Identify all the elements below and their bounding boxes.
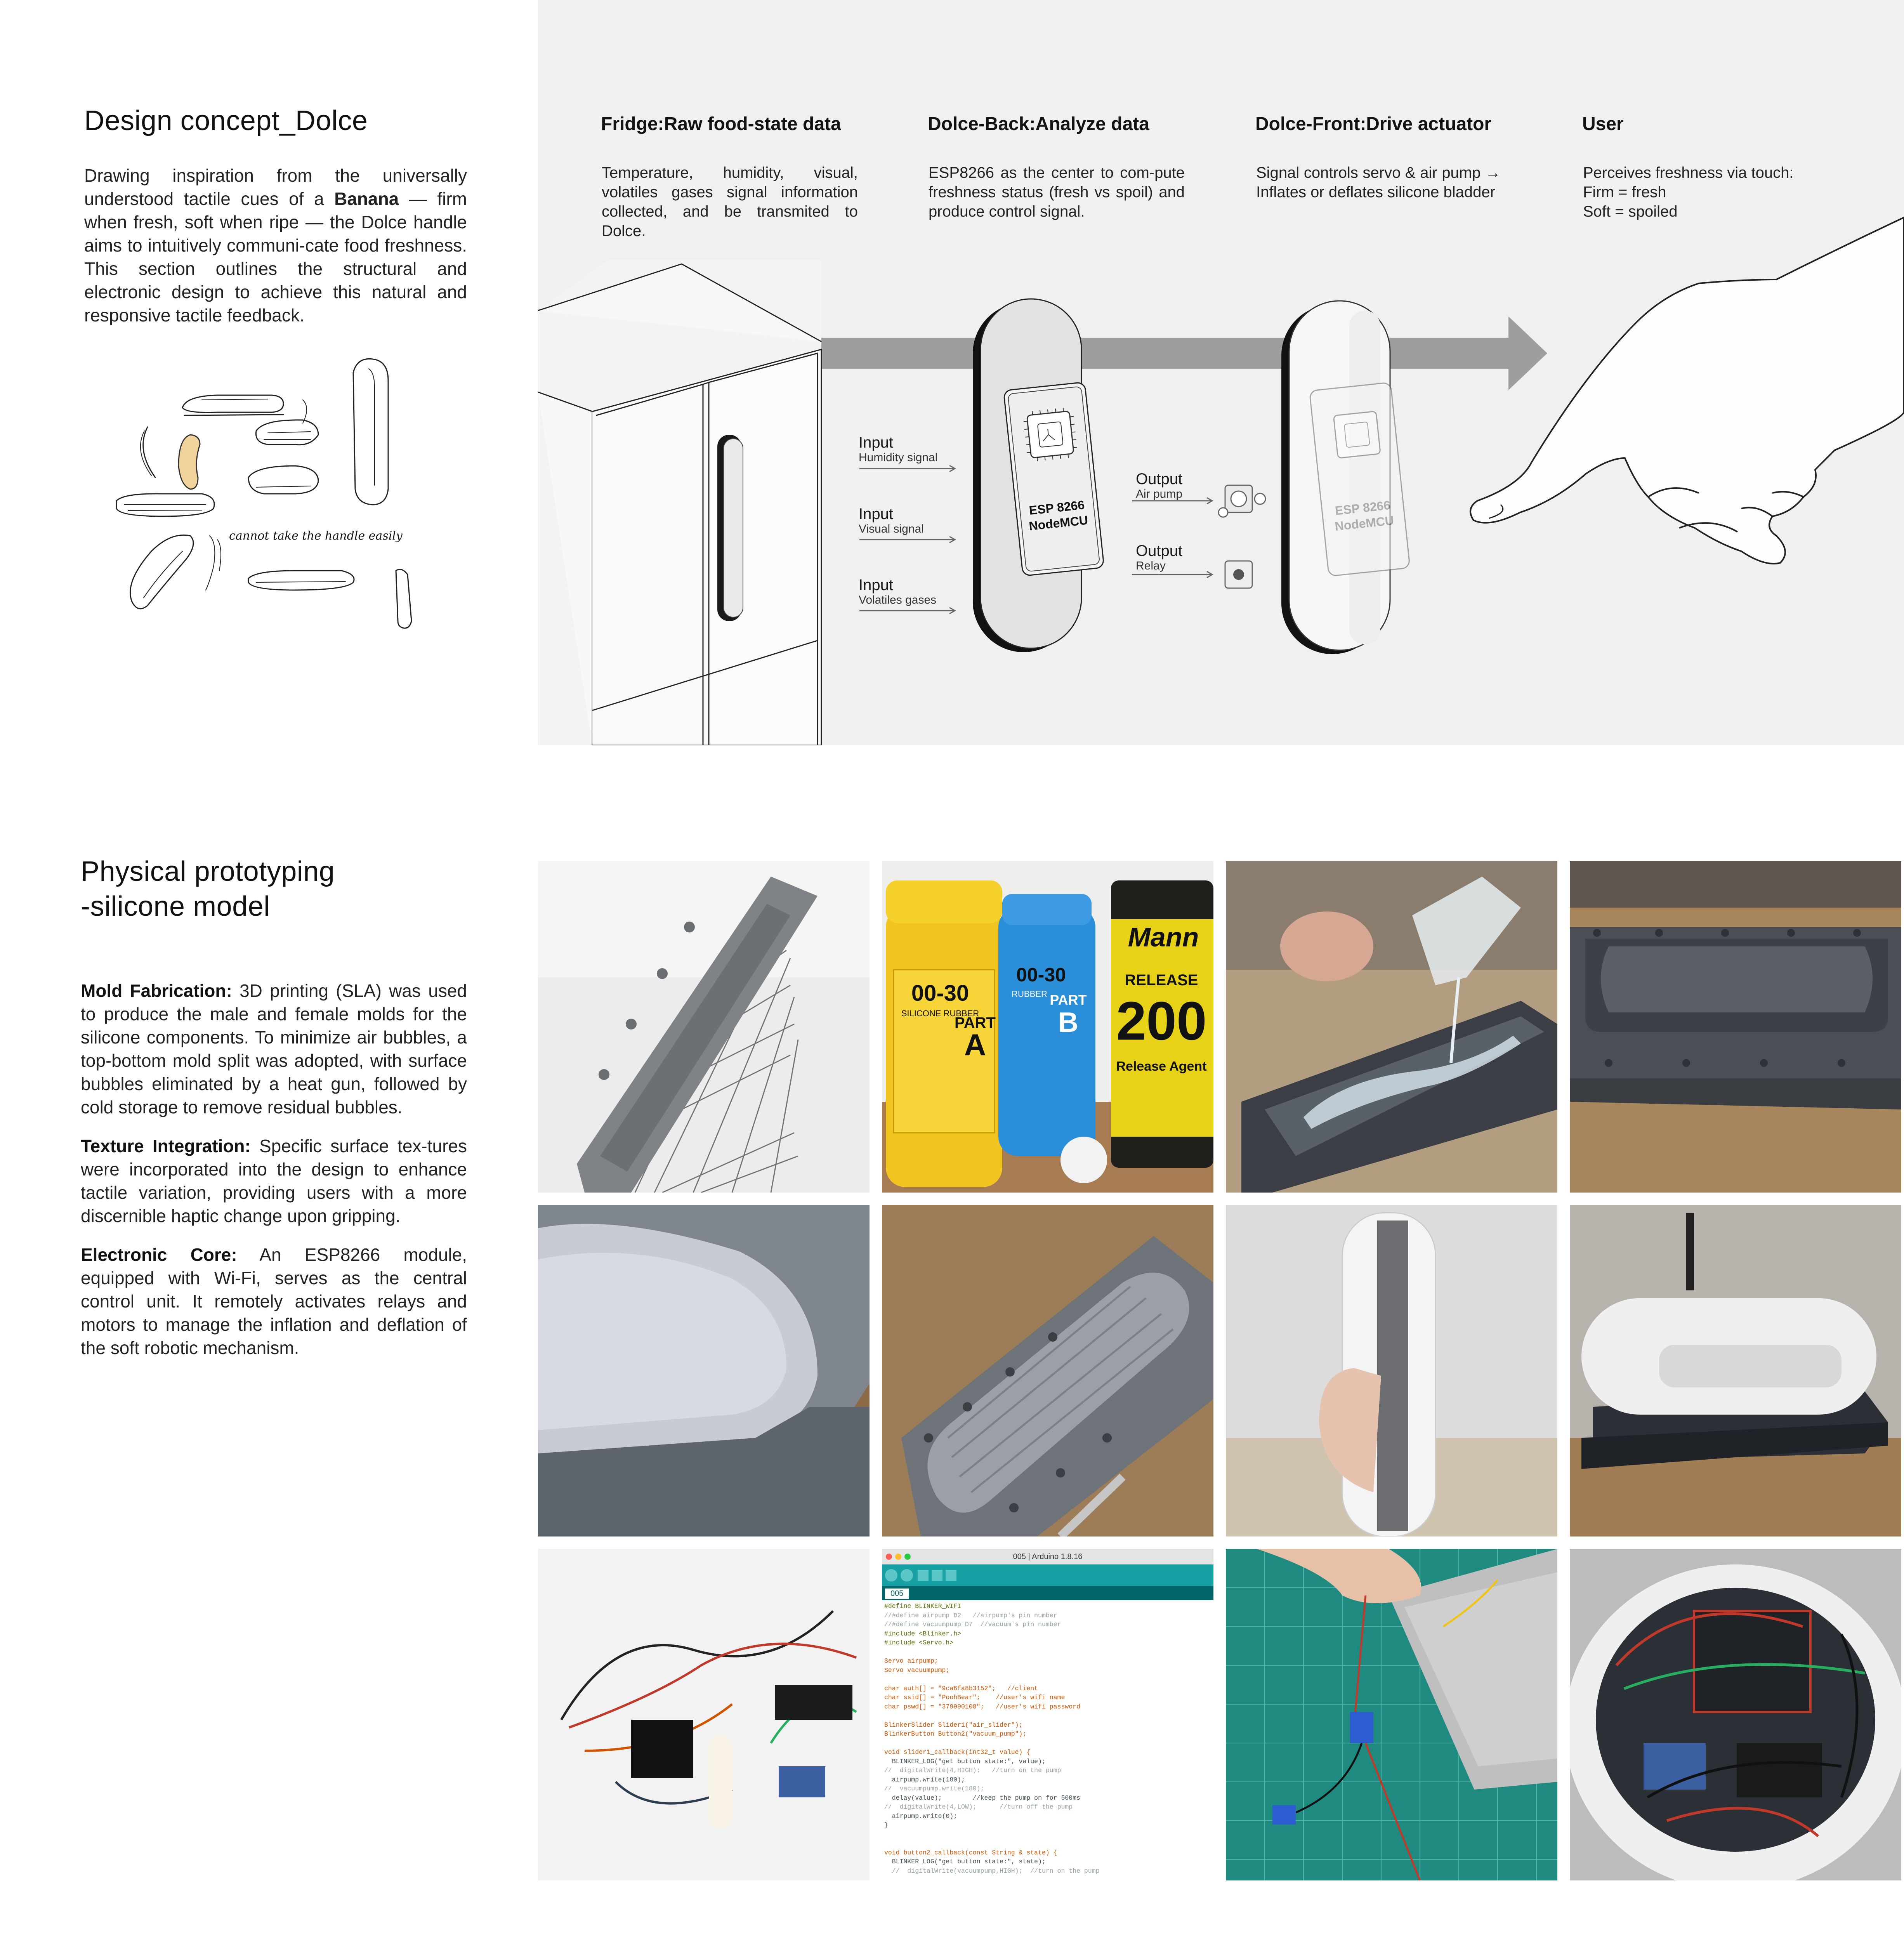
svg-text:00-30: 00-30	[1016, 964, 1066, 986]
banana-bold: Banana	[334, 189, 399, 209]
svg-text:B: B	[1058, 1007, 1078, 1038]
code-line	[884, 1648, 1100, 1657]
code-line: Servo vacuumpump;	[884, 1666, 950, 1674]
stage-user-desc: Perceives freshness via touch: Firm = fresh Soft = spoiled	[1583, 164, 1794, 220]
fridge	[538, 260, 821, 745]
save-icon	[946, 1570, 956, 1581]
code-line: // digitalWrite(4,HIGH); //turn on the pump	[884, 1767, 1061, 1774]
chip-label-front-line1: ESP 8266	[1334, 498, 1391, 518]
stage-back-title: Dolce-Back:Analyze data	[928, 114, 1149, 134]
stage-user-title: User	[1582, 114, 1624, 134]
concept-intro: Drawing inspiration from the universally understood tactile cues of a Banana — firm when fresh, soft when ripe — the Dolce handle aims to intuitively communi-cate food freshness. This section outlines the structural and electronic design to achieve this natural and responsive tactile feedback.	[84, 165, 467, 325]
svg-text:RELEASE: RELEASE	[1125, 972, 1198, 989]
concept-title: Design concept_Dolce	[84, 105, 368, 136]
code-line	[884, 1739, 1100, 1748]
stage-front-title: Dolce-Front:Drive actuator	[1255, 114, 1492, 134]
para-texture: Texture Integration: Specific surface tex-tures were incorporated into the design to enhance tactile variation, providing users with a more discernible haptic change upon gripping.	[81, 1136, 467, 1226]
ide-window-title: 005 | Arduino 1.8.16	[1013, 1552, 1083, 1561]
photo-textured-silicone	[882, 1205, 1213, 1536]
photo-silicone-closeup	[538, 1205, 870, 1536]
hand-icon	[1470, 217, 1904, 564]
para-electronic: Electronic Core: An ESP8266 module, equipped with Wi-Fi, serves as the central control unit. It remotely activates relays and motors to manage the inflation and deflation of the soft robotic mechanism.	[81, 1245, 467, 1358]
code-line: void slider1_callback(int32_t value) {	[884, 1748, 1031, 1756]
code-line: BlinkerButton Button2("vacuum_pump");	[884, 1730, 1027, 1738]
code-line: airpump.write(0);	[884, 1812, 958, 1820]
fridge-handle	[717, 435, 743, 621]
relay-icon	[1225, 561, 1252, 588]
concept-sketches	[101, 349, 450, 644]
photo-silicone-materials	[882, 861, 1213, 1193]
code-line: void button2_callback(const String & state) {	[884, 1849, 1057, 1856]
code-line: // digitalWrite(4,LOW); //turn off the pump	[884, 1803, 1073, 1811]
chip-label-line2: NodeMCU	[1028, 513, 1089, 533]
code-line: airpump.write(180);	[884, 1776, 965, 1783]
photo-breadboard-wiring	[538, 1549, 870, 1880]
photo-assembled-handle	[1570, 1205, 1901, 1536]
ide-toolbar	[882, 1564, 1213, 1586]
upload-icon	[901, 1569, 913, 1582]
svg-text:RUBBER: RUBBER	[1012, 989, 1047, 999]
stage-fridge-title: Fridge:Raw food-state data	[601, 114, 841, 134]
chip-label-line1: ESP 8266	[1028, 498, 1085, 517]
photo-electronics-bowl	[1570, 1549, 1901, 1880]
svg-text:SILICONE RUBBER: SILICONE RUBBER	[901, 1009, 979, 1018]
input-visual: Input Visual signal	[859, 505, 924, 535]
code-line: char ssid[] = "PoohBear"; //user's wifi name	[884, 1694, 1065, 1701]
para-mold: Mold Fabrication: 3D printing (SLA) was used to produce the male and female molds for the silicone components. To minimize air bubbles, a top-bottom mold split was adopted, with surface bubbles eliminated by a heat gun, followed by cold storage to remove residual bubbles.	[81, 981, 467, 1117]
svg-text:200: 200	[1116, 990, 1207, 1051]
stage-back-desc: ESP8266 as the center to com-pute freshness status (fresh vs spoil) and produce control signal.	[929, 164, 1185, 220]
code-line	[884, 1711, 1100, 1721]
ide-titlebar	[882, 1549, 1213, 1564]
air-pump-icon	[1218, 485, 1265, 517]
svg-text:00-30: 00-30	[911, 981, 969, 1006]
verify-icon	[885, 1569, 897, 1582]
diagram-illustration	[538, 0, 1904, 745]
code-line: char pswd[] = "379990108"; //user's wifi password	[884, 1703, 1080, 1710]
code-line: // digitalWrite(vacuumpump,HIGH); //turn on the pump	[884, 1867, 1100, 1875]
prototyping-text	[81, 979, 467, 1375]
open-icon	[932, 1570, 942, 1581]
svg-text:A: A	[964, 1028, 986, 1062]
code-line: BlinkerSlider Slider1("air_slider");	[884, 1721, 1023, 1729]
sketch-note: cannot take the handle easily	[229, 529, 403, 543]
code-line	[884, 1830, 1100, 1839]
code-line: delay(value); //keep the pump on for 500ms	[884, 1794, 1080, 1802]
input-humidity: Input Humidity signal	[859, 434, 938, 464]
code-line: #define BLINKER_WIFI	[884, 1602, 962, 1610]
code-line: BLINKER_LOG("get button state:", state);	[884, 1858, 1046, 1865]
photo-3d-printed-mold	[538, 861, 870, 1193]
code-line: Servo airpump;	[884, 1657, 938, 1665]
output-air-pump: Output Air pump	[1136, 470, 1183, 500]
photo-dark-mold	[1570, 861, 1901, 1193]
output-relay: Output Relay	[1136, 542, 1183, 572]
code-line	[884, 1675, 1100, 1684]
prototyping-title: Physical prototyping -silicone model	[81, 856, 335, 922]
code-line: //#define vacuumpump D7 //vacuum's pin number	[884, 1621, 1061, 1628]
ide-code	[884, 1602, 1100, 1875]
svg-text:Mann: Mann	[1128, 922, 1199, 952]
code-line: }	[884, 1821, 888, 1829]
chip-label-front-line2: NodeMCU	[1334, 513, 1395, 533]
code-line: char auth[] = "9ca6fa8b3152"; //client	[884, 1684, 1038, 1692]
photo-soldering-wiring	[1226, 1549, 1557, 1880]
code-line: #include <Blinker.h>	[884, 1630, 962, 1637]
photo-arduino-ide	[882, 1549, 1213, 1880]
stage-front-desc: Signal controls servo & air pump → Inflates or deflates silicone bladder	[1256, 164, 1501, 201]
ide-tabbar	[882, 1586, 1213, 1600]
svg-text:Release Agent: Release Agent	[1116, 1059, 1207, 1074]
svg-text:PART: PART	[955, 1014, 996, 1031]
new-icon	[918, 1570, 929, 1581]
code-line: BLINKER_LOG("get button state:", value);	[884, 1757, 1046, 1765]
svg-text:PART: PART	[1050, 992, 1087, 1008]
flow-arrow	[817, 316, 1547, 390]
code-line: #include <Servo.h>	[884, 1639, 954, 1646]
input-volatiles: Input Volatiles gases	[859, 576, 937, 606]
stage-fridge-desc: Temperature, humidity, visual, volatiles gases signal information collected, and be transmited to Dolce.	[602, 164, 858, 240]
photo-handle-in-hand	[1226, 1205, 1557, 1536]
code-line: //#define airpump D2 //airpump's pin number	[884, 1611, 1057, 1619]
ide-tab: 005	[885, 1589, 909, 1599]
code-line: // vacuumpump.write(180);	[884, 1785, 984, 1792]
code-line	[884, 1839, 1100, 1848]
photo-pouring-silicone	[1226, 861, 1557, 1193]
system-diagram	[538, 0, 1904, 745]
